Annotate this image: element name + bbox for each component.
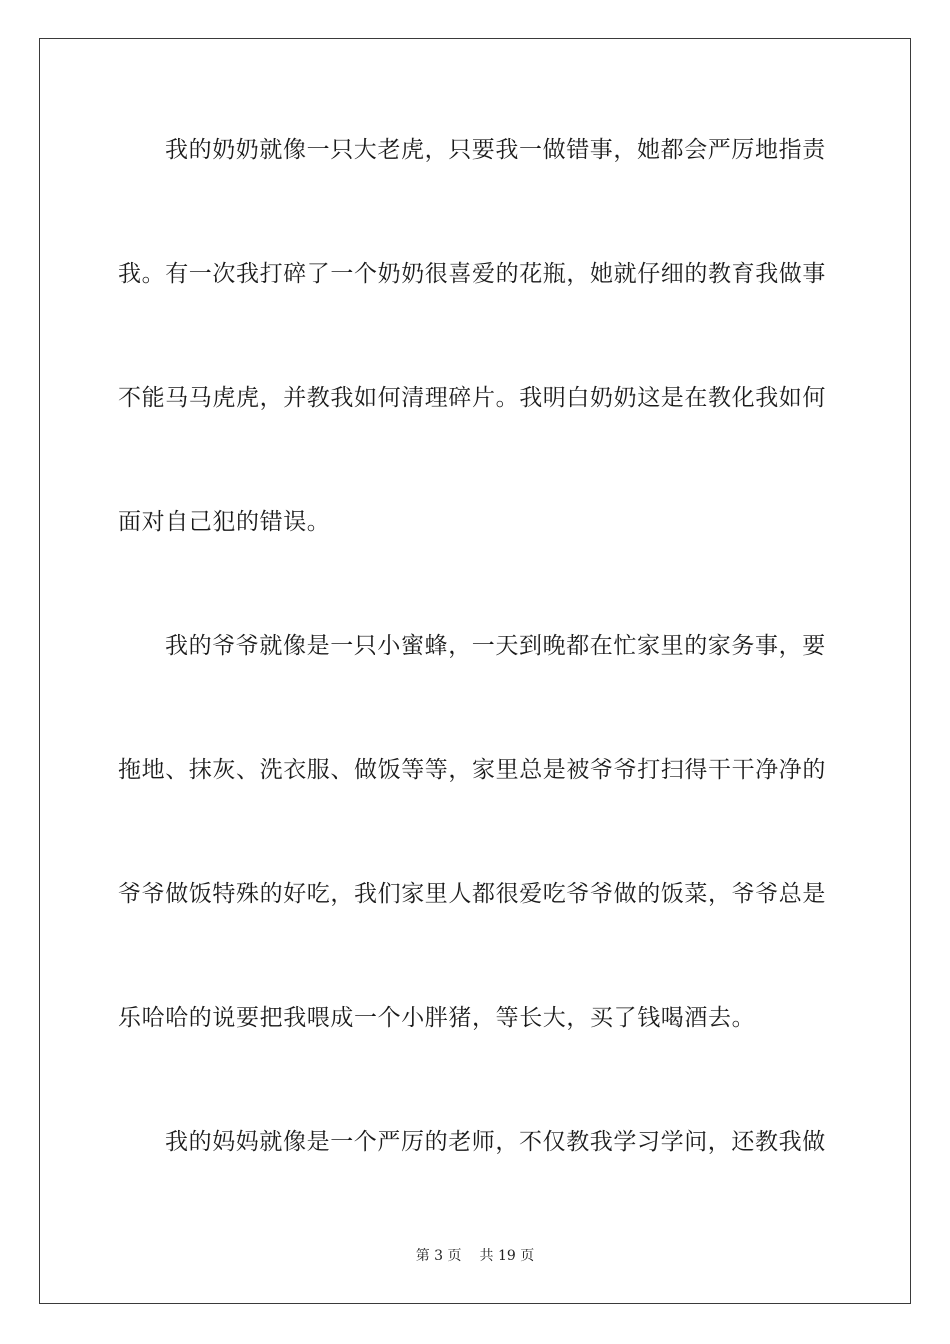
paragraph-1-line-4: 面对自己犯的错误。 — [118, 509, 331, 535]
page-footer — [0, 1246, 950, 1266]
paragraph-1-line-1: 我的奶奶就像一只大老虎，只要我一做错事，她都会严厉地指责 — [165, 137, 826, 163]
paragraph-1-line-3: 不能马马虎虎，并教我如何清理碎片。我明白奶奶这是在教化我如何 — [118, 385, 826, 411]
paragraph-2-line-2: 拖地、抹灰、洗衣服、做饭等等，家里总是被爷爷打扫得干干净净的 — [118, 757, 826, 783]
paragraph-1-line-2: 我。有一次我打碎了一个奶奶很喜爱的花瓶，她就仔细的教育我做事 — [118, 261, 826, 287]
paragraph-2-line-4: 乐哈哈的说要把我喂成一个小胖猪，等长大，买了钱喝酒去。 — [118, 1005, 756, 1031]
page-total: 共 19 页 — [479, 1248, 535, 1264]
page-border — [39, 38, 911, 1304]
paragraph-3-line-1: 我的妈妈就像是一个严厉的老师，不仅教我学习学问，还教我做 — [165, 1129, 826, 1155]
paragraph-2-line-3: 爷爷做饭特殊的好吃，我们家里人都很爱吃爷爷做的饭菜，爷爷总是 — [118, 881, 826, 907]
page-number: 第 3 页 — [415, 1248, 462, 1264]
paragraph-2-line-1: 我的爷爷就像是一只小蜜蜂，一天到晚都在忙家里的家务事，要 — [165, 633, 826, 659]
